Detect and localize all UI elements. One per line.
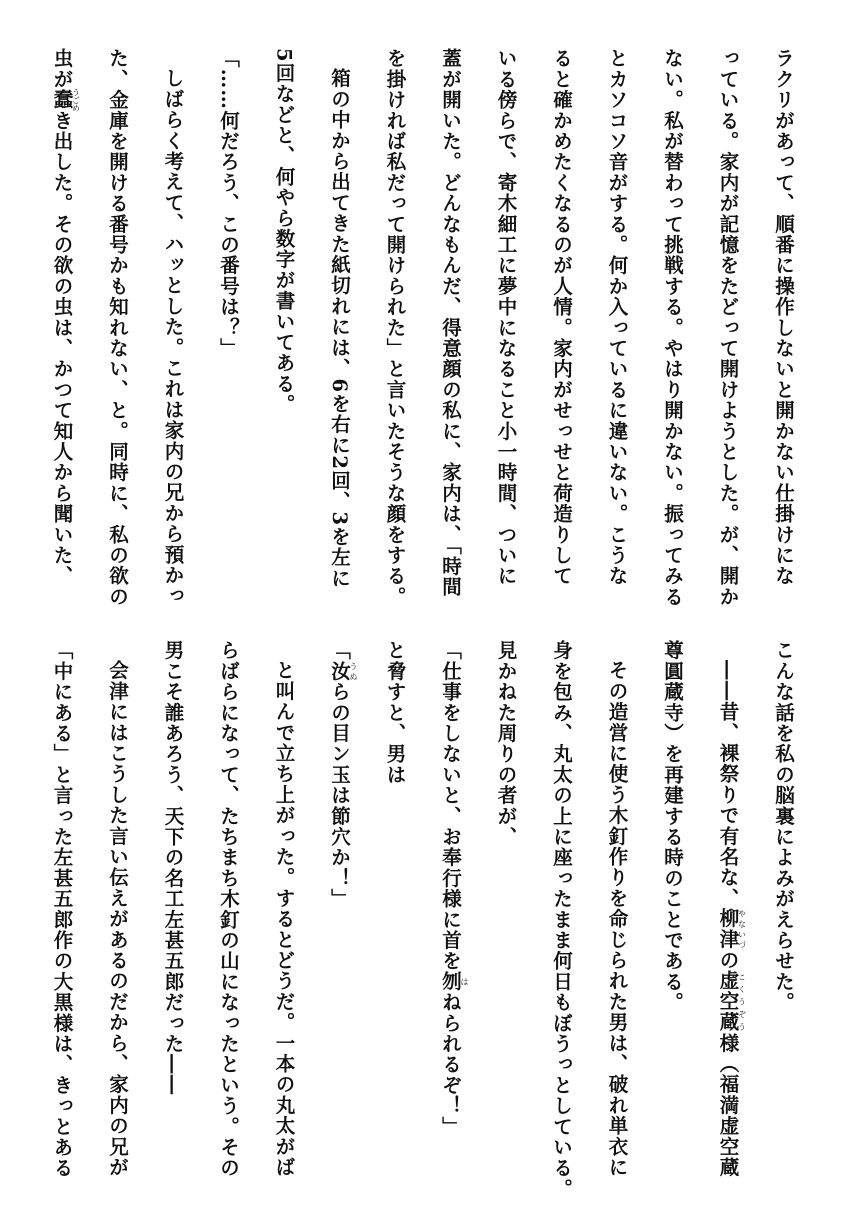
text-line: 蓋が開いた。どんなもんだ、得意顔の私に、家内は、「時間 bbox=[439, 48, 462, 598]
text-line: ラクリがあって、順番に操作しないと開かない仕掛けにな bbox=[772, 48, 795, 587]
text-line: 虫が蠢うごめき出した。その欲の虫は、かつて知人から聞いた、 bbox=[50, 48, 81, 587]
text-line: 見かねた周りの者が、 bbox=[494, 640, 518, 847]
text-line: らばらになって、たちまち木釘の山になったという。その bbox=[217, 640, 240, 1179]
text-line: 5回などと、何やら数字が書いてある。 bbox=[272, 48, 296, 415]
furigana: 柳津やないづ bbox=[716, 907, 747, 950]
text-line: を掛ければ私だって開けられた」と言いたそうな顔をする。 bbox=[383, 48, 407, 607]
text-line: 「仕事をしないと、お奉行様に首を刎はねられるぞ！」 bbox=[439, 640, 469, 1137]
text-line: こんな話を私の脳裏によみがえらせた。 bbox=[772, 640, 795, 1013]
furigana: 刎は bbox=[439, 971, 469, 992]
text-block-top bbox=[34, 48, 811, 608]
text-line: 身を包み、丸太の上に座ったまま何日もぼうっとしている。 bbox=[550, 640, 573, 1199]
text-line: 男こそ誰あろう、天下の名工左甚五郎だった―― bbox=[161, 640, 185, 1096]
furigana: 虚空蔵こくうぞう bbox=[716, 970, 747, 1033]
text-line: とカソコソ音がする。何か入っているに違いない。こうな bbox=[605, 48, 629, 587]
text-line: と叫んで立ち上がった。するとどうだ。一本の丸太がば bbox=[272, 659, 296, 1177]
text-line: いる傍らで、寄木細工に夢中になること小一時間、ついに bbox=[494, 48, 518, 587]
text-line: 「汝うぬらの目ン玉は節穴か！」 bbox=[328, 640, 358, 910]
text-line: 「中にある」と言った左甚五郎作の大黒様は、きっとある bbox=[50, 640, 74, 1179]
furigana: 汝うぬ bbox=[328, 660, 358, 682]
text-line: その造営に使う木釘作りを命じられた男は、破れ単衣に bbox=[605, 659, 629, 1177]
text-line: 会津にはこうした言い伝えがあるのだから、家内の兄が bbox=[106, 659, 129, 1177]
text-line: た、金庫を開ける番号かも知れない、と。同時に、私の欲の bbox=[106, 48, 129, 607]
text-line: ると確かめたくなるのが人情。家内がせっせと荷造りして bbox=[550, 48, 573, 587]
text-line: ――昔、裸祭りで有名な、柳津やないづの虚空蔵こくうぞう様（福満虚空蔵 bbox=[716, 659, 747, 1178]
furigana: 蠢うごめ bbox=[50, 87, 81, 112]
text-line: と脅すと、男は bbox=[383, 640, 407, 785]
text-line: ない。私が替わって挑戦する。やはり開かない。振ってみる bbox=[661, 48, 684, 607]
text-line: しばらく考えて、ハッとした。これは家内の兄から預かっ bbox=[161, 67, 185, 606]
text-line: 「……何だろう、この番号は？」 bbox=[217, 48, 240, 359]
text-line: 尊圓蔵寺）を再建する時のことである。 bbox=[661, 640, 684, 1013]
text-line: っている。家内が記憶をたどって開けようとした。が、開か bbox=[716, 48, 740, 607]
text-block-bottom bbox=[34, 640, 811, 1199]
text-line: 箱の中から出てきた紙切れには、6を右に2回、3を左に bbox=[328, 67, 351, 588]
